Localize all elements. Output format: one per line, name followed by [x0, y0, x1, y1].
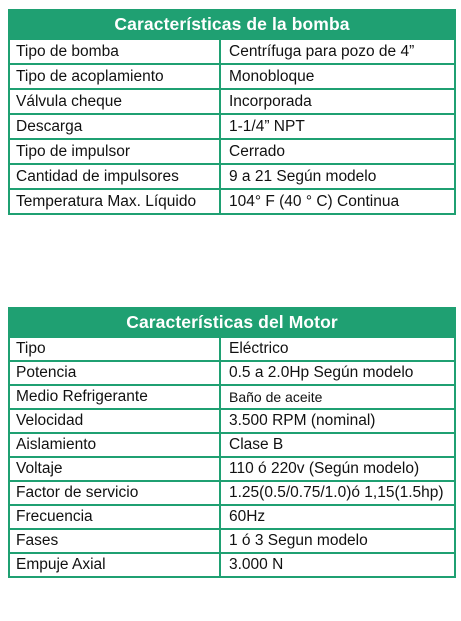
spec-value: Baño de aceite	[220, 385, 455, 409]
spec-label: Tipo	[9, 337, 220, 361]
spec-value: 1-1/4” NPT	[220, 114, 455, 139]
spec-value: Cerrado	[220, 139, 455, 164]
pump-specs-table	[8, 9, 456, 215]
spec-label: Potencia	[9, 361, 220, 385]
spec-value: Clase B	[220, 433, 455, 457]
table-row	[9, 164, 455, 189]
table-row	[9, 457, 455, 481]
pump-specs-header-row	[9, 10, 455, 39]
spec-value: 3.000 N	[220, 553, 455, 577]
spec-label: Cantidad de impulsores	[9, 164, 220, 189]
table-row	[9, 409, 455, 433]
spec-value: 104° F (40 ° C) Continua	[220, 189, 455, 214]
spec-label: Voltaje	[9, 457, 220, 481]
spec-value: Incorporada	[220, 89, 455, 114]
table-row	[9, 337, 455, 361]
table-row	[9, 39, 455, 64]
table-row	[9, 139, 455, 164]
spec-label: Tipo de bomba	[9, 39, 220, 64]
spec-label: Velocidad	[9, 409, 220, 433]
spec-value: 1.25(0.5/0.75/1.0)ó 1,15(1.5hp)	[220, 481, 455, 505]
table-row	[9, 114, 455, 139]
table-row	[9, 64, 455, 89]
spec-label: Medio Refrigerante	[9, 385, 220, 409]
spec-label: Tipo de impulsor	[9, 139, 220, 164]
spec-label: Fases	[9, 529, 220, 553]
table-row	[9, 189, 455, 214]
table-row	[9, 385, 455, 409]
table-row	[9, 89, 455, 114]
pump-specs-title: Características de la bomba	[9, 10, 455, 39]
table-row	[9, 553, 455, 577]
spec-label: Aislamiento	[9, 433, 220, 457]
spec-label: Frecuencia	[9, 505, 220, 529]
spec-value: 3.500 RPM (nominal)	[220, 409, 455, 433]
table-row	[9, 361, 455, 385]
spec-label: Temperatura Max. Líquido	[9, 189, 220, 214]
table-row	[9, 481, 455, 505]
spec-value: 1 ó 3 Segun modelo	[220, 529, 455, 553]
spec-value: 9 a 21 Según modelo	[220, 164, 455, 189]
spec-value: Eléctrico	[220, 337, 455, 361]
motor-specs-header-row	[9, 308, 455, 337]
spec-value: 60Hz	[220, 505, 455, 529]
motor-specs-table	[8, 307, 456, 578]
spec-label: Factor de servicio	[9, 481, 220, 505]
spec-value: Monobloque	[220, 64, 455, 89]
table-row	[9, 433, 455, 457]
table-row	[9, 505, 455, 529]
spec-value: Centrífuga para pozo de 4”	[220, 39, 455, 64]
spec-label: Válvula cheque	[9, 89, 220, 114]
table-row	[9, 529, 455, 553]
spec-value: 110 ó 220v (Según modelo)	[220, 457, 455, 481]
spec-label: Empuje Axial	[9, 553, 220, 577]
spec-label: Descarga	[9, 114, 220, 139]
spec-value: 0.5 a 2.0Hp Según modelo	[220, 361, 455, 385]
motor-specs-title: Características del Motor	[9, 308, 455, 337]
spec-label: Tipo de acoplamiento	[9, 64, 220, 89]
